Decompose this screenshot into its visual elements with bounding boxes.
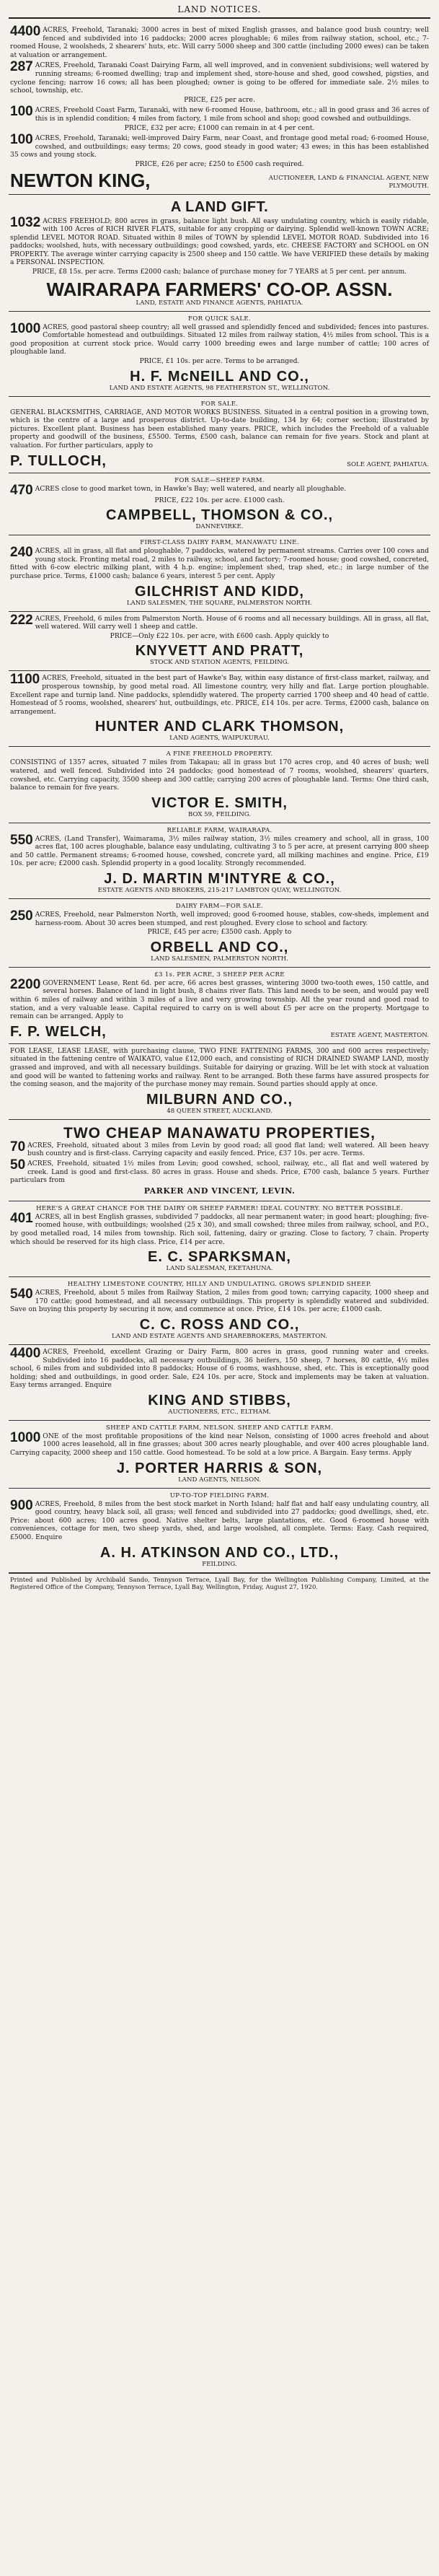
ad-title: FOR SALE. (200, 400, 239, 408)
ad-paragraph (10, 976, 429, 1021)
acre-number: 2200 (10, 976, 41, 992)
acre-number: 900 (10, 1497, 33, 1513)
ad-sheep-farm (9, 473, 430, 536)
ad-title: A FINE FREEHOLD PROPERTY. (166, 750, 273, 758)
ad-text: ACRES, Freehold, 8 miles from the best stock market in North Island; half flat and half easy undulating country, all good country, heavy black soil, all grass; well fenced and subdivided into 27 paddocks; good dwellings, shed, etc. Price: about 600 acres; 100 acres good. Native shelter belts, large plantations, etc. Good 6-roomed house with conveniences, cottage for men, two sheep yards, shed, and large woolshed, all complete. Terms: Easy. Cash required, £5000. Enquire (10, 1499, 429, 1542)
acre-number: 100 (10, 104, 33, 120)
acre-number: 70 (10, 1139, 26, 1155)
ad-text: ACRES, Freehold Coast Farm, Taranaki, with new 6-roomed House, bathroom, etc.; all in good grass and 36 acres of this is in splendid condition; 4 miles from factory, 1 mile from school and shop; good cowshed and outbuildings. (35, 106, 429, 123)
agent-address: SOLE AGENT, PAHIATUA. (347, 460, 429, 468)
ad-text: ACRES close to good market town, in Hawke's Bay; well watered, and nearly all ploughable. (35, 484, 347, 493)
agent-name: A. H. ATKINSON AND CO., LTD., (99, 1544, 340, 1561)
agent-name: NEWTON KING, (10, 169, 151, 191)
ad-porter-harris (9, 1421, 430, 1489)
ad-text: ACRES, Freehold, about 5 miles from Railway Station, 2 miles from good town; carrying capacity, 1000 sheep and 170 cattle; good homestead, and all necessary outbuildings. This property is splendidly watered and subdivided. Save on buying this property by securing it now, and commence at once. Price, £14 10s. per acre; £1000 cash. (10, 1289, 429, 1314)
ad-paragraph (10, 214, 429, 268)
ad-title: HEALTHY LIMESTONE COUNTRY, HILLY AND UNDULATING. GROWS SPLENDID SHEEP. (67, 1281, 372, 1289)
ad-title: DAIRY FARM—FOR SALE. (175, 903, 264, 911)
acre-number: 50 (10, 1157, 26, 1173)
agent-address: ESTATE AGENT, MASTERTON. (330, 1031, 429, 1039)
acre-number: 540 (10, 1287, 33, 1302)
ad-title: FOR SALE—SHEEP FARM. (174, 476, 265, 484)
agent-name: J. D. MARTIN M'INTYRE & CO., (104, 871, 335, 888)
ad-king-stibbs (9, 1345, 430, 1421)
land-notices-page (9, 0, 430, 1593)
ad-paragraph (10, 1139, 429, 1158)
agent-block (10, 450, 429, 469)
agent-name: F. P. WELCH, (10, 1023, 107, 1040)
ad-title: UP-TO-TOP FIELDING FARM. (169, 1491, 270, 1499)
ad-heading: TWO CHEAP MANAWATU PROPERTIES, (63, 1124, 376, 1142)
agent-name: KING AND STIBBS, (148, 1392, 291, 1409)
ad-text: CONSISTING of 1357 acres, situated 7 miles from Takapau; all in grass but 170 acres crop, and 40 acres of bush; well watered, and well fenced. Subdivided into 24 paddocks; good homestead of 7 rooms, woolshed, shearers' quarters, cowshed, etc. Carrying capacity, 3500 sheep and 300 cattle; carrying 200 acres of ploughable land. Terms: One third cash, balance to remain for five years. (10, 758, 429, 792)
ad-blacksmith (9, 397, 430, 473)
ad-title: HERE'S A GREAT CHANCE FOR THE DAIRY OR SHEEP FARMER! IDEAL COUNTRY. NO BETTER POSSIBLE. (36, 1204, 403, 1212)
ad-paragraph (10, 61, 429, 95)
ad-text: GOVERNMENT Lease, Rent 6d. per acre, 66 acres best grasses, wintering 3000 two-tooth ewes, 150 cattle, and several horses. Balance of land in light bush, 8 chains river flats. This land needs to be seen, and would pay well within 6 miles of railway and within 3 miles of a live and very growing township. All the year round and good road to station, and a very valuable lease. Capital required to carry on is well about £5 per acre on the property. Mortgage to remain can be arranged. Apply to (10, 978, 429, 1021)
ad-title: FIRST-CLASS DAIRY FARM, MANAWATU LINE. (140, 539, 299, 547)
agent-name: PARKER AND VINCENT, LEVIN. (143, 1186, 296, 1196)
acre-number: 287 (10, 59, 33, 75)
ad-text: ACRES, Freehold, situated about 3 miles from Levin by good road; all good flat land; well watered. All been heavy bush country and is first-class. Carrying capacity and easily fenced. Price, £37 10s. per acre. Terms. (27, 1141, 429, 1158)
ad-sparksman (9, 1201, 430, 1277)
price-line: PRICE, £8 15s. per acre. Terms £2000 cash; balance of purchase money for 7 YEARS at 5 per cent. per annum. (32, 268, 407, 276)
ad-hunter-clark (9, 671, 430, 747)
agent-address: LAND AGENTS, WAIPUKURAU. (169, 735, 270, 742)
acre-number: 240 (10, 545, 33, 561)
ad-paragraph (10, 320, 429, 356)
price-line: PRICE, £1 10s. per acre. Terms to be arranged. (139, 357, 300, 366)
acre-number: 1000 (10, 1429, 41, 1445)
ad-text: ACRES, Freehold, near Palmerston North, well improved; good 6-roomed house, stables, cow-sheds, implement and harness-room. About 30 acres been stumped, and rest ploughed. Every close to school and factory. (35, 911, 429, 927)
ad-text: ACRES FREEHOLD; 800 acres in grass, balance light bush. All easy undulating country, which is easily ridable, with 100 Acres of RICH RIVER FLATS, suitable for any cropping or dairying. Splendid well-known TOWN ACRE; splendid LEVEL MOTOR ROAD. Situated within 8 miles of TOWN by splendid LEVEL MOTOR ROAD. Subdivided into 16 paddocks; woolshed, huts, with necessary outbuildings; good cowshed, yards, etc. CHEESE FACTORY and SCHOOL on ON PROPERTY. The average winter carrying capacity is 2500 sheep and 150 cattle. We have VERIFIED these details by making a PERSONAL INSPECTION. (10, 216, 429, 267)
ad-knyvett (9, 612, 430, 672)
ad-paragraph (10, 1429, 429, 1458)
agent-name: C. C. ROSS AND CO., (139, 1316, 300, 1333)
agent-block (10, 1021, 429, 1040)
ad-title: A LAND GIFT. (170, 198, 269, 215)
ad-text: ACRES, Freehold, excellent Grazing or Dairy Farm, 800 acres in grass, good running water and creeks. Subdivided into 16 paddocks, all necessary outbuildings, 36 heifers, 150 sheep, 7 horses, 80 cattle, 4½ miles school, 6 miles from and subdivided into 8 paddocks; House of 6 rooms, washhouse, shed, etc. This is exceptionally good holding; shed and outbuildings, in good order. Sale, £24 10s. per acre, Stock and implements may be taken at valuation. Easy terms arranged. Enquire (10, 1347, 429, 1390)
agent-address: LAND, ESTATE AND FINANCE AGENTS, PAHIATUA. (136, 299, 303, 307)
ad-welch (9, 968, 430, 1044)
agent-address: LAND AND ESTATE AGENTS AND SHAREBROKERS, MASTERTON. (112, 1332, 327, 1340)
ad-newton-king (9, 23, 430, 195)
agent-address: LAND SALESMEN, PALMERSTON NORTH. (151, 955, 288, 963)
acre-number: 550 (10, 832, 33, 848)
acre-number: 100 (10, 132, 33, 148)
ad-land-gift (9, 195, 430, 312)
ad-dairy-manawatu (9, 535, 430, 611)
agent-address: BOX 59, FEILDING. (187, 810, 252, 818)
ad-title: RELIABLE FARM, WAIRARAPA. (167, 826, 272, 834)
agent-name: CAMPBELL, THOMSON & CO., (105, 507, 334, 524)
ad-paragraph (10, 1497, 429, 1542)
ad-paragraph (10, 908, 429, 927)
ad-ross (9, 1277, 430, 1345)
ad-text: ACRES, all in grass, all flat and ploughable, 7 paddocks, watered by permanent streams. Carries over 100 cows and young stock. Fronting metal road, 2 miles to railway, school, and factory; 7-roomed house; good cowshed, concreted, fitted with 6-cow electric milking plant, with 4 h.p. engine; implement shed, trap shed, etc.; in large number of the purchase price. Terms, £1000 cash; balance 6 years, interest 5 per cent. Apply (10, 547, 430, 580)
ad-text: ACRES, (Land Transfer), Waimarama, 3½ miles railway station, 3½ miles creamery and school, all in grass, 100 acres flat, 100 acres ploughable, balance easy undulating, cultivating 3 to 5 per acre, at present carrying 800 sheep and 50 cattle. Permanent streams; 6-roomed house, cowshed, concrete yard, all milking machines and engine. Price, £19 10s. per acre; £2000 cash. Splendid property in a good locality. Strongly recommended. (10, 834, 429, 868)
agent-name: MILBURN AND CO., (146, 1091, 293, 1108)
price-line: PRICE, £26 per acre; £250 to £500 cash required. (135, 159, 304, 168)
price-line: PRICE, £32 per acre; £1000 can remain in at 4 per cent. (124, 123, 315, 132)
acre-number: 4400 (10, 1345, 41, 1361)
agent-name: E. C. SPARKSMAN, (148, 1249, 291, 1266)
ad-martin-mintyre (9, 823, 430, 899)
ad-text: ACRES, Freehold, situated in the best part of Hawke's Bay, within easy distance of first-class market, railway, and prosperous township, by good metal road. All limestone country, very hilly and flat. Large portion ploughable. Excellent rape and turnip land. Nine paddocks, splendidly watered. The property carried 1700 sheep and 40 head of cattle. Homestead of 5 rooms, woolshed, shearers' hut, outbuildings, etc. PRICE, £14 10s. per acre. Terms, £2000 cash, balance on arrangement. (10, 674, 429, 716)
acre-number: 4400 (10, 24, 41, 39)
ad-paragraph (10, 482, 429, 498)
section-header: LAND NOTICES. (9, 4, 430, 19)
ad-victor-smith (9, 747, 430, 823)
ad-milburn (9, 1044, 430, 1120)
agent-name: WAIRARAPA FARMERS' CO-OP. ASSN. (46, 278, 393, 300)
acre-number: 1000 (10, 320, 41, 336)
acre-number: 1100 (10, 672, 40, 688)
price-line: PRICE—Only £22 10s. per acre, with £600 cash. Apply quickly to (110, 631, 329, 640)
ad-title: SHEEP AND CATTLE FARM, NELSON. SHEEP AND CATTLE FARM. (105, 1424, 334, 1432)
ad-paragraph (10, 134, 429, 159)
agent-address: LAND SALESMAN, EKETAHUNA. (166, 1265, 273, 1273)
agent-address: 48 QUEEN STREET, AUCKLAND. (167, 1107, 272, 1115)
agent-address: AUCTIONEERS, ETC., ELTHAM. (168, 1408, 271, 1416)
agent-address: ESTATE AGENTS AND BROKERS, 215-217 LAMBTON QUAY, WELLINGTON. (97, 887, 342, 895)
ad-atkinson (9, 1489, 430, 1573)
ad-paragraph (10, 612, 429, 631)
ad-paragraph (10, 1210, 429, 1246)
ad-quick-sale (9, 312, 430, 397)
ad-text: ACRES, Freehold, Taranaki Coast Dairying Farm, all well improved, and in convenient subdivisions; well watered by running streams; 6-roomed dwelling; trap and implement shed, store-house and shed, good cowshed, pigsties, and cyclone fencing; narrow 16 cows; all has been ploughed; owner is going to be offered for immediate sale. 2½ miles to school, township, etc. (10, 61, 429, 95)
agent-address: AUCTIONEER, LAND & FINANCIAL AGENT, NEW PLYMOUTH. (268, 174, 429, 190)
price-line: PRICE, £45 per acre; £3500 cash. Apply to (147, 928, 292, 937)
ad-text: ACRES, Freehold, Taranaki; well-improved Dairy Farm, near Coast, and frontage good metal road; 6-roomed House, cowshed, and outbuildings; easy terms; 20 cows, good steady in good water; 43 ewes; in this has been established 35 cows and young stock. (10, 134, 429, 159)
ad-text: GENERAL BLACKSMITHS, CARRIAGE, AND MOTOR WORKS BUSINESS. Situated in a central position in a growing town, which is the centre of a large and prosperous district. Up-to-date building, 134 by 64; corner section; illustrated by pictures. Excellent plant. Business has been established many years. PRICE, which includes the Freehold of a valuable property and goodwill of the business, £5500. Terms, £500 cash, balance can remain for five years. Stock and plant at valuation. For further particulars, apply to (10, 408, 429, 450)
agent-address: FEILDING. (202, 1560, 237, 1568)
acre-number: 250 (10, 908, 33, 924)
ad-manawatu-properties (9, 1120, 430, 1201)
ad-text: FOR LEASE, LEASE LEASE, with purchasing clause, TWO FINE FATTENING FARMS, 300 and 600 acres respectively; situated in the fattening centre of WAIKATO, value £12,000 each, and consisting of RICH DRAINED SWAMP LAND, mostly grassed and improved, and with all necessary buildings. Suitable for dairying or grazing. Will be let with stock at valuation and good will be wanted to fattening works and railway. Rent to be arranged. Both these farms have assured prospects for the coming season, and the majority of the purchase money may remain. Sound parties should apply at once. (10, 1046, 429, 1089)
agent-block (10, 169, 429, 190)
ad-text: ACRES, Freehold, situated 1½ miles from Levin; good cowshed, school, railway, etc., all flat and well watered by creek. Land is good and first-class. 80 acres in grass. House and sheds. Price, £700 cash, balance 5 years. Further particulars from (10, 1159, 429, 1185)
price-line: PRICE, £22 10s. per acre. £1000 cash. (154, 496, 285, 504)
acre-number: 401 (10, 1210, 33, 1226)
ad-text: ACRES, Freehold, 6 miles from Palmerston North. House of 6 rooms and all necessary buildings. All in grass, all flat, well watered. Will carry well 1 sheep and cattle. (35, 614, 429, 631)
agent-address: DANNEVIRKE. (195, 523, 244, 531)
agent-name: P. TULLOCH, (10, 452, 107, 469)
agent-name: H. F. McNEILL AND CO., (130, 368, 309, 385)
ad-paragraph (10, 1345, 429, 1390)
agent-address: LAND SALESMEN, THE SQUARE, PALMERSTON NORTH. (126, 599, 313, 607)
acre-number: 1032 (10, 214, 41, 230)
acre-number: 222 (10, 612, 33, 628)
ad-text: ACRES, good pastoral sheep country; all well grassed and splendidly fenced and subdivided; fences into pastures. Comfortable homestead and outbuildings. Situated 12 miles from railway station, 4½ miles from school. This is a good proposition at current stock price. Would carry 1000 breeding ewes and large number of cattle; 100 acres of ploughable land. (10, 323, 429, 356)
agent-name: KNYVETT AND PRATT, (135, 643, 304, 660)
ad-title: £3 1s. PER ACRE, 3 SHEEP PER ACRE (154, 971, 285, 978)
agent-address: LAND AND ESTATE AGENTS, 98 FEATHERSTON ST., WELLINGTON. (109, 384, 330, 392)
ad-paragraph (10, 674, 429, 716)
ad-text: ONE of the most profitable propositions of the kind near Nelson, consisting of 1000 acres freehold and about 1000 acres leasehold, all in fine grasses; about 300 acres nearly ploughable, and over 400 acres ploughable land. Carrying capacity, 2000 sheep and 150 cattle. Good homestead. To be sold at a low price. A Bargain. Easy terms. Apply (10, 1432, 429, 1458)
agent-name: ORBELL AND CO., (150, 939, 289, 955)
ad-paragraph (10, 26, 429, 59)
ad-paragraph (10, 547, 429, 580)
ad-paragraph (10, 832, 429, 868)
agent-address: LAND AGENTS, NELSON. (178, 1476, 261, 1484)
ad-title: FOR QUICK SALE. (188, 315, 251, 323)
agent-address: STOCK AND STATION AGENTS, FEILDING. (149, 659, 290, 667)
ad-orbell (9, 899, 430, 968)
agent-name: J. PORTER HARRIS & SON, (116, 1460, 323, 1476)
agent-name: HUNTER AND CLARK THOMSON, (94, 719, 345, 735)
ad-paragraph (10, 1157, 429, 1185)
price-line: PRICE, £25 per acre. (184, 95, 255, 104)
ad-paragraph (10, 1289, 429, 1314)
agent-name: GILCHRIST AND KIDD, (135, 583, 304, 600)
acre-number: 470 (10, 482, 33, 498)
ad-text: ACRES, Freehold, Taranaki; 3000 acres in best of mixed English grasses, and balance good bush country; well fenced and subdivided into 16 paddocks; 2000 acres ploughable; 6 miles from railway station, school, etc.; 7-roomed House, 2 woolsheds, 2 shearers' huts, etc. Will carry 5000 sheep and 300 cattle (including 2000 ewes) can be taken at valuation or arrangement. (10, 26, 429, 59)
ad-text: ACRES, all in best English grasses, subdivided 7 paddocks, all near permanent water; in good heart; ploughing; five-roomed house, with outbuildings; woolshed (25 x 30), and small cowshed; three miles from railway, school, and P.O., by good metalled road, 14 miles from township. Rich soil, fattening, dairy or grazing. Close to factory, 7 chain. Property which should be reserved for its high class. Price, £14 per acre. (10, 1212, 429, 1246)
ad-paragraph (10, 106, 429, 123)
imprint-footer: Printed and Published by Archibald Sando, Tennyson Terrace, Lyall Bay, for the Wellington Publishing Company, Limited, at the Registered Office of the Company, Tennyson Terrace, Lyall Bay, Wellington, Friday, August 27, 1920. (9, 1573, 430, 1593)
agent-name: VICTOR E. SMITH, (151, 794, 288, 811)
